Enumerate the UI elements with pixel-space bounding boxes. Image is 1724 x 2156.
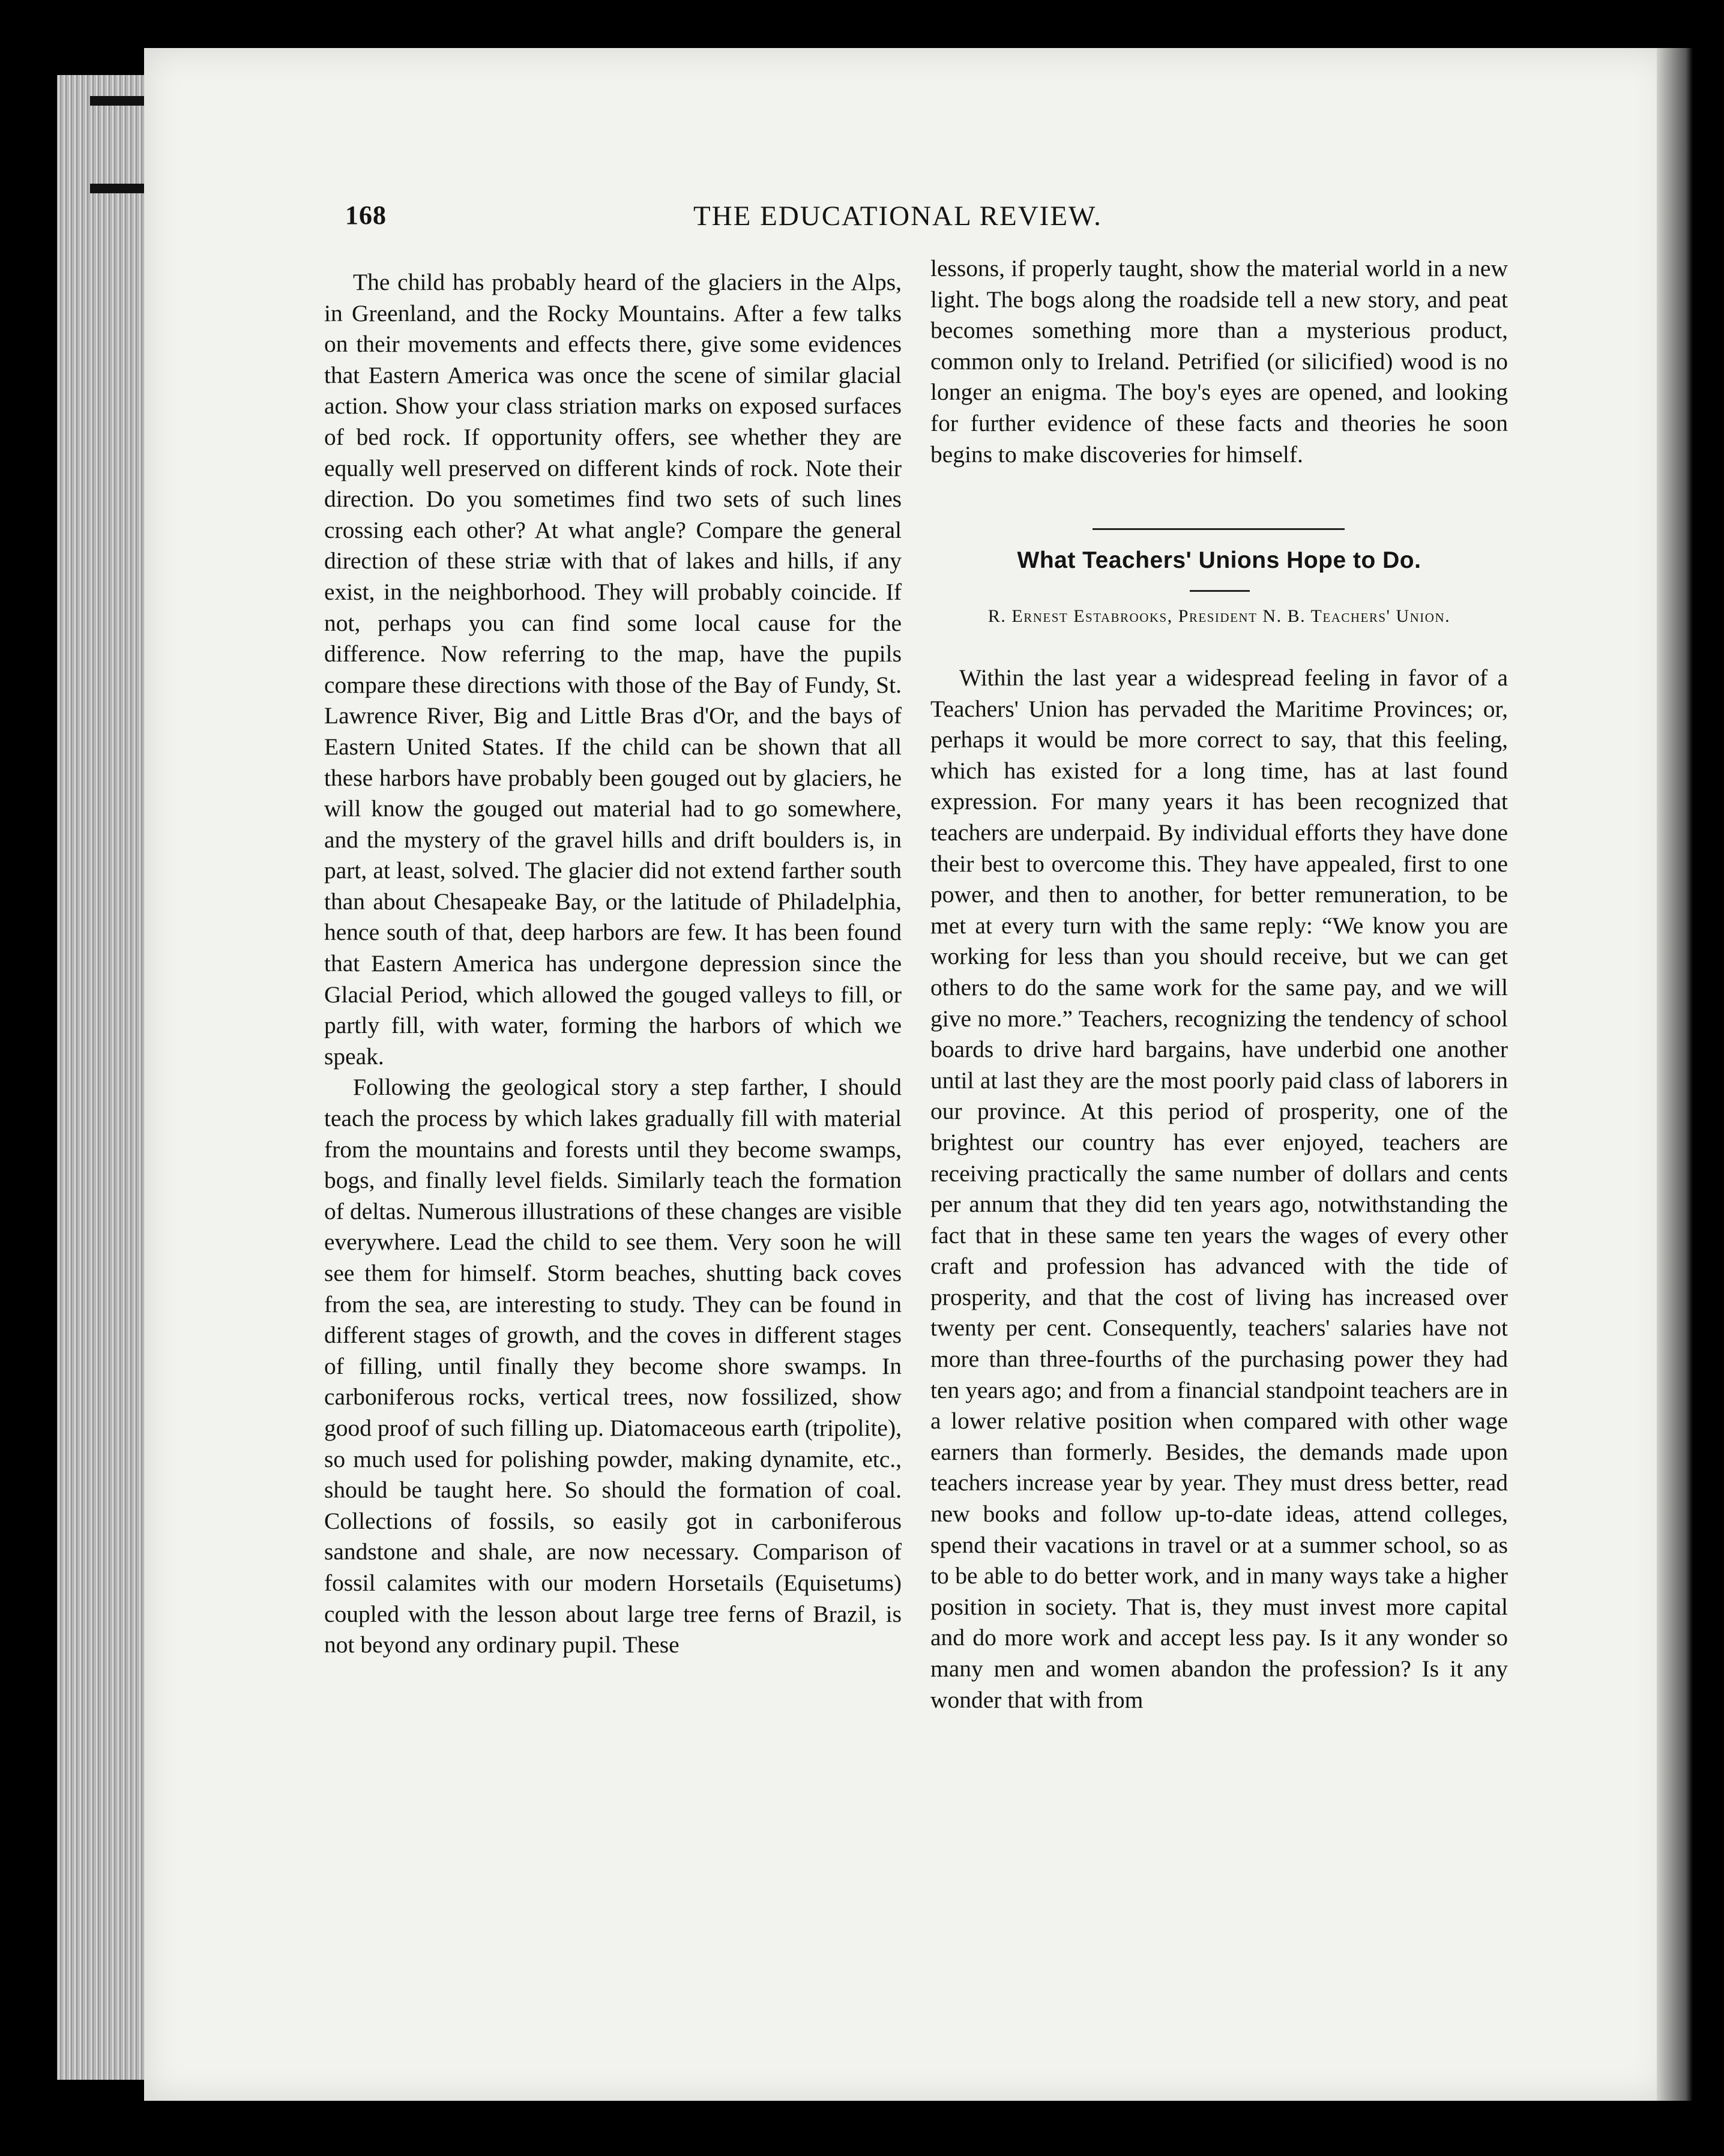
title-rule [1190,590,1250,592]
byline-author: R. Ernest Estabrooks, [987,606,1173,626]
left-column [324,267,902,1661]
book-binding-edge [57,75,147,2080]
left-paragraph-2: Following the geological story a step farther, I should teach the process by which lakes gradually fill with material from the mountains and forests until they become swamps, bogs, and finally level fields. Similarly teach the formation of deltas. Numerous illustrations of these changes are visible everywhere. Lead the child to see them. Very soon he will see them for himself. Storm beaches, shutting back coves from the sea, are interesting to study. They can be found in different stages of growth, and the coves in different stages of filling, until finally they become shore swamps. In carboniferous rocks, vertical trees, now fossilized, show good proof of such filling up. Diatomaceous earth (tripolite), so much used for polishing powder, making dynamite, etc., should be taught here. So should the formation of coal. Collections of fossils, so easily got in carboniferous sandstone and shale, are now necessary. Comparison of fossil calamites with our modern Horsetails (Equisetums) coupled with the lesson about large tree ferns of Brazil, is not beyond any ordinary pupil. These [324,1074,902,1658]
page-number: 168 [345,200,387,230]
left-paragraph-1: The child has probably heard of the glaciers in the Alps, in Greenland, and the Rocky Mountains. After a few talks on their movements and effects there, give some evidences that Eastern America was once the scene of similar glacial action. Show your class striation marks on exposed surfaces of bed rock. If opportunity offers, see whether they are equally well preserved on different kinds of rock. Note their direction. Do you sometimes find two sets of such lines crossing each other? At what angle? Compare the general direction of these striæ with that of lakes and hills, if any exist, in the neighborhood. They will probably coincide. If not, perhaps you can find some local cause for the difference. Now referring to the map, have the pupils compare these directions with those of the Bay of Fundy, St. Lawrence River, Big and Little Bras d'Or, and the bays of Eastern United States. If the child can be shown that all these harbors have probably been gouged out by glaciers, he will know the gouged out material had to go somewhere, and the mystery of the gravel hills and drift boulders is, in part, at least, solved. The glacier did not extend farther south than about Chesapeake Bay, or the latitude of Philadelphia, hence south of that, deep harbors are few. It has been found that Eastern America has undergone depression since the Glacial Period, which allowed the gouged valleys to fill, or partly fill, with water, forming the harbors of which we speak. [324,269,902,1070]
page-right-edge [1657,48,1693,2101]
section-divider [1093,528,1345,530]
page-header [345,200,1144,236]
running-title: THE EDUCATIONAL REVIEW. [693,200,1102,232]
byline [930,606,1508,627]
right-column-article [930,663,1508,1715]
continued-paragraph: lessons, if properly taught, show the material world in a new light. The bogs along the roadside tell a new story, and peat becomes something more than a mysterious product, common only to Ireland. Petrified (or silicified) wood is no longer an enigma. The boy's eyes are opened, and looking for further evidence of these facts and theories he soon begins to make discoveries for himself. [930,255,1508,468]
article-title: What Teachers' Unions Hope to Do. [1017,547,1421,573]
article-paragraph-1: Within the last year a widespread feeling in favor of a Teachers' Union has pervaded the Maritime Provinces; or, perhaps it would be more correct to say, that this feeling, which has existed for a long time, has at last found expression. For many years it has been recognized that teachers are underpaid. By individual efforts they have done their best to overcome this. They have appealed, first to one power, and then to another, for better remuneration, to be met at every turn with the same reply: “We know you are working for less than you should receive, but we can get others to do the same work for the same pay, and we will give no more.” Teachers, recognizing the tendency of school boards to drive hard bargains, have underbid one another until at last they are the most poorly paid class of laborers in our province. At this period of prosperity, one of the brightest our country has ever enjoyed, teachers are receiving practically the same number of dollars and cents per annum that they did ten years ago, notwithstanding the fact that in these same ten years the wages of every other craft and profession has advanced with the tide of prosperity, and that the cost of living has increased over twenty per cent. Consequently, teachers' salaries have not more than three-fourths of the purchasing power they had ten years ago; and from a financial standpoint teachers are in a lower relative position when compared with other wage earners than formerly. Besides, the demands made upon teachers increase year by year. They must dress better, read new books and follow up-to-date ideas, attend colleges, spend their vacations in travel or at a summer school, so as to be able to do better work, and in many ways take a higher position in society. That is, they must invest more capital and do more work and accept less pay. Is it any wonder so many men and women abandon the profession? Is it any wonder that with from [930,664,1508,1713]
right-column-continuation [930,253,1508,470]
byline-role: President N. B. Teachers' Union. [1178,606,1451,626]
